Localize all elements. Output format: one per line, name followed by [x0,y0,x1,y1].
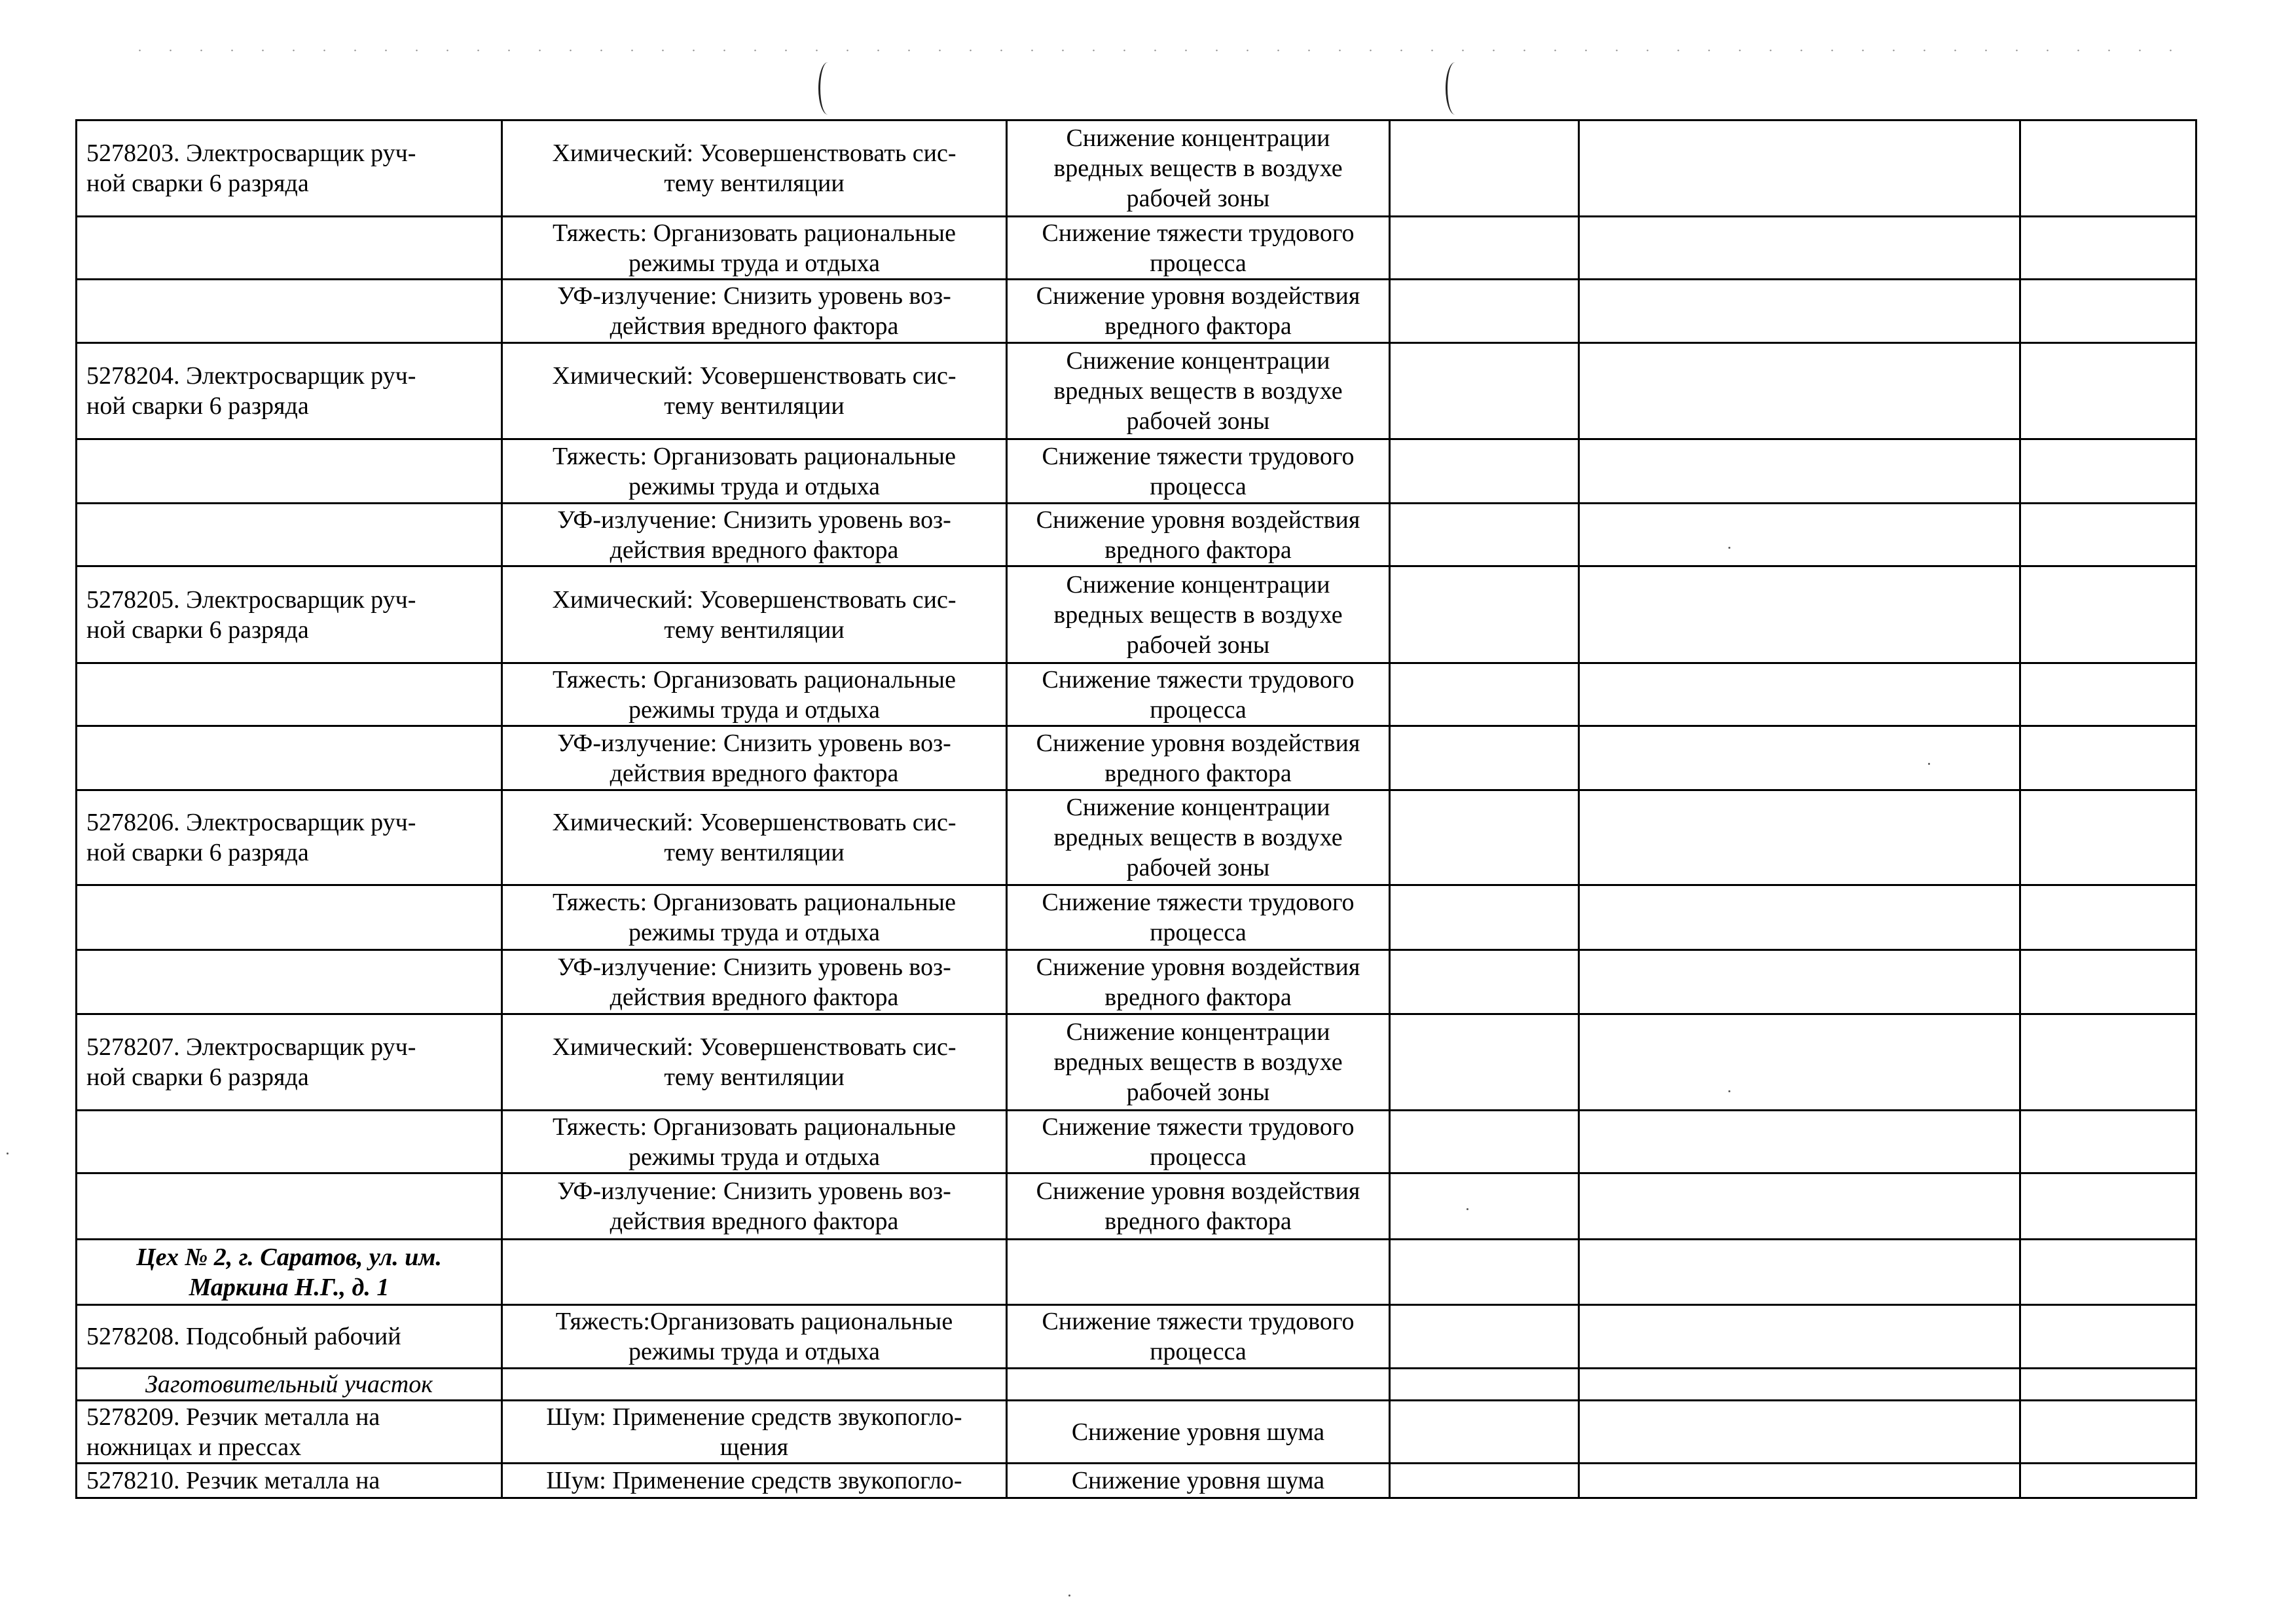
responsible-cell [1579,504,2020,566]
workplace-text: Цех № 2, г. Саратов, ул. им. Маркина Н.Г., д. 1 [136,1243,442,1301]
deadline-cell [1390,1305,1579,1369]
measure-cell [502,663,1007,726]
note-cell [2020,790,2196,885]
table-row [77,1305,2196,1369]
measure-cell [502,280,1007,343]
workplace-cell [77,504,502,566]
goal-cell [1007,950,1390,1014]
deadline-cell [1390,790,1579,885]
workplace-cell [77,120,502,217]
note-cell [2020,950,2196,1014]
goal-text: Снижение концентрации вредных веществ в воздухе рабочей зоны [1053,570,1343,659]
scan-speck [1467,1208,1468,1210]
deadline-cell [1390,120,1579,217]
goal-text: Снижение уровня шума [1071,1467,1325,1494]
note-cell [2020,1369,2196,1401]
goal-cell [1007,885,1390,950]
table-row [77,1111,2196,1173]
measure-cell [502,217,1007,280]
measure-cell [502,1305,1007,1369]
responsible-cell [1579,885,2020,950]
responsible-cell [1579,439,2020,504]
table-row [77,566,2196,663]
measure-text: УФ-излучение: Снизить уровень воз- действия вредного фактора [557,1177,951,1235]
measure-cell [502,885,1007,950]
measure-text: Химический: Усовершенствовать сис- тему вентиляции [552,1033,957,1091]
deadline-cell [1390,1464,1579,1498]
goal-cell [1007,504,1390,566]
goal-text: Снижение концентрации вредных веществ в воздухе рабочей зоны [1053,347,1343,435]
responsible-cell [1579,217,2020,280]
workplace-cell [77,1464,502,1498]
measure-cell [502,790,1007,885]
measure-text: Тяжесть:Организовать рациональные режимы труда и отдыха [555,1308,953,1365]
scan-speck [1728,1090,1730,1092]
responsible-cell [1579,280,2020,343]
goal-cell [1007,120,1390,217]
goal-text: Снижение уровня воздействия вредного фактора [1036,953,1360,1011]
note-cell [2020,1401,2196,1464]
table-row [77,663,2196,726]
deadline-cell [1390,566,1579,663]
table-row [77,504,2196,566]
goal-text: Снижение тяжести трудового процесса [1042,889,1355,946]
measure-text: Тяжесть: Организовать рациональные режимы труда и отдыха [553,665,956,724]
goal-cell [1007,1464,1390,1498]
goal-text: Снижение тяжести трудового процесса [1042,1113,1355,1171]
workplace-text: 5278205. Электросварщик руч- ной сварки 6 разряда [86,585,416,644]
note-cell [2020,566,2196,663]
workplace-cell [77,1014,502,1111]
workplace-cell [77,726,502,790]
measure-text: Тяжесть: Организовать рациональные режимы труда и отдыха [553,219,956,277]
measure-cell [502,343,1007,439]
scan-speck [1728,547,1730,549]
note-cell [2020,663,2196,726]
deadline-cell [1390,217,1579,280]
note-cell [2020,1173,2196,1240]
measure-cell [502,1369,1007,1401]
scan-speck [1068,1595,1070,1596]
measure-cell [502,1173,1007,1240]
note-cell [2020,885,2196,950]
goal-text: Снижение уровня воздействия вредного фактора [1036,1177,1360,1235]
responsible-cell [1579,120,2020,217]
responsible-cell [1579,726,2020,790]
goal-cell [1007,1014,1390,1111]
workplace-cell [77,1305,502,1369]
note-cell [2020,217,2196,280]
goal-text: Снижение уровня воздействия вредного фактора [1036,729,1360,787]
workplace-cell [77,1240,502,1305]
workplace-text: 5278207. Электросварщик руч- ной сварки 6 разряда [86,1033,416,1091]
measure-cell [502,950,1007,1014]
measures-table-body [77,120,2196,1498]
measure-cell [502,1014,1007,1111]
measure-text: Химический: Усовершенствовать сис- тему вентиляции [552,585,957,644]
measure-text: Тяжесть: Организовать рациональные режимы труда и отдыха [553,1113,956,1171]
responsible-cell [1579,1464,2020,1498]
responsible-cell [1579,1369,2020,1401]
deadline-cell [1390,663,1579,726]
deadline-cell [1390,1014,1579,1111]
measure-text: Химический: Усовершенствовать сис- тему вентиляции [552,362,957,420]
note-cell [2020,1240,2196,1305]
workplace-cell [77,885,502,950]
goal-cell [1007,343,1390,439]
goal-cell [1007,566,1390,663]
deadline-cell [1390,950,1579,1014]
workplace-cell [77,280,502,343]
goal-text: Снижение концентрации вредных веществ в воздухе рабочей зоны [1053,124,1343,212]
deadline-cell [1390,439,1579,504]
table-row [77,343,2196,439]
workplace-text: 5278208. Подсобный рабочий [86,1323,401,1350]
deadline-cell [1390,343,1579,439]
workplace-text: 5278210. Резчик металла на [86,1467,380,1494]
measures-table [75,119,2197,1499]
measure-cell [502,504,1007,566]
deadline-cell [1390,504,1579,566]
measure-text: Химический: Усовершенствовать сис- тему вентиляции [552,139,957,197]
measure-cell [502,726,1007,790]
measure-cell [502,1401,1007,1464]
goal-text: Снижение уровня шума [1071,1418,1325,1446]
table-row [77,885,2196,950]
responsible-cell [1579,1305,2020,1369]
deadline-cell [1390,1240,1579,1305]
workplace-text: 5278206. Электросварщик руч- ной сварки 6 разряда [86,809,416,866]
workplace-cell [77,790,502,885]
deadline-cell [1390,280,1579,343]
measure-text: Химический: Усовершенствовать сис- тему вентиляции [552,809,957,866]
workplace-text: 5278209. Резчик металла на ножницах и прессах [86,1403,380,1461]
workplace-cell [77,663,502,726]
goal-cell [1007,1111,1390,1173]
responsible-cell [1579,1111,2020,1173]
table-row [77,1014,2196,1111]
deadline-cell [1390,1111,1579,1173]
measure-text: Шум: Применение средств звукопогло- [546,1467,962,1494]
measure-cell [502,1464,1007,1498]
measure-cell [502,1240,1007,1305]
punch-hole-mark [818,62,837,115]
goal-cell [1007,790,1390,885]
measure-text: Шум: Применение средств звукопогло- щения [546,1403,962,1461]
section-row [77,1369,2196,1401]
goal-cell [1007,439,1390,504]
goal-cell [1007,1240,1390,1305]
scan-speck [7,1153,9,1154]
measure-text: УФ-излучение: Снизить уровень воз- действия вредного фактора [557,282,951,340]
goal-cell [1007,1401,1390,1464]
table-row [77,439,2196,504]
note-cell [2020,1111,2196,1173]
workplace-cell [77,950,502,1014]
responsible-cell [1579,1014,2020,1111]
workplace-cell [77,1369,502,1401]
goal-cell [1007,663,1390,726]
responsible-cell [1579,950,2020,1014]
table-row [77,1401,2196,1464]
deadline-cell [1390,1173,1579,1240]
note-cell [2020,280,2196,343]
table-row [77,280,2196,343]
scan-speck [1928,763,1930,765]
responsible-cell [1579,1240,2020,1305]
responsible-cell [1579,343,2020,439]
table-row [77,1173,2196,1240]
goal-text: Снижение тяжести трудового процесса [1042,219,1355,277]
workplace-cell [77,1173,502,1240]
table-row [77,120,2196,217]
goal-cell [1007,280,1390,343]
responsible-cell [1579,663,2020,726]
table-row [77,726,2196,790]
workplace-text: Заготовительный участок [145,1371,433,1398]
goal-text: Снижение концентрации вредных веществ в воздухе рабочей зоны [1053,1018,1343,1106]
section-row [77,1240,2196,1305]
measure-text: УФ-излучение: Снизить уровень воз- действия вредного фактора [557,506,951,564]
workplace-cell [77,1111,502,1173]
measure-cell [502,1111,1007,1173]
measure-cell [502,120,1007,217]
goal-cell [1007,1173,1390,1240]
responsible-cell [1579,1401,2020,1464]
deadline-cell [1390,726,1579,790]
goal-text: Снижение уровня воздействия вредного фактора [1036,282,1360,340]
goal-cell [1007,1305,1390,1369]
responsible-cell [1579,790,2020,885]
deadline-cell [1390,1401,1579,1464]
goal-cell [1007,726,1390,790]
note-cell [2020,343,2196,439]
scan-noise [124,49,2193,52]
responsible-cell [1579,566,2020,663]
responsible-cell [1579,1173,2020,1240]
note-cell [2020,504,2196,566]
measure-cell [502,566,1007,663]
table-row [77,950,2196,1014]
goal-text: Снижение концентрации вредных веществ в воздухе рабочей зоны [1053,794,1343,881]
measure-text: Тяжесть: Организовать рациональные режимы труда и отдыха [553,442,956,500]
table-row [77,1464,2196,1498]
workplace-text: 5278203. Электросварщик руч- ной сварки 6 разряда [86,139,416,197]
goal-text: Снижение уровня воздействия вредного фактора [1036,506,1360,564]
note-cell [2020,120,2196,217]
punch-hole-mark [1446,62,1465,115]
goal-text: Снижение тяжести трудового процесса [1042,1308,1355,1365]
workplace-cell [77,1401,502,1464]
note-cell [2020,726,2196,790]
note-cell [2020,1464,2196,1498]
measure-cell [502,439,1007,504]
note-cell [2020,1014,2196,1111]
deadline-cell [1390,1369,1579,1401]
workplace-text: 5278204. Электросварщик руч- ной сварки 6 разряда [86,362,416,420]
measure-text: УФ-излучение: Снизить уровень воз- действия вредного фактора [557,729,951,787]
goal-cell [1007,217,1390,280]
table-row [77,790,2196,885]
note-cell [2020,439,2196,504]
table-row [77,217,2196,280]
workplace-cell [77,439,502,504]
workplace-cell [77,343,502,439]
deadline-cell [1390,885,1579,950]
measure-text: Тяжесть: Организовать рациональные режимы труда и отдыха [553,889,956,946]
goal-text: Снижение тяжести трудового процесса [1042,665,1355,724]
goal-text: Снижение тяжести трудового процесса [1042,442,1355,500]
note-cell [2020,1305,2196,1369]
workplace-cell [77,566,502,663]
goal-cell [1007,1369,1390,1401]
measure-text: УФ-излучение: Снизить уровень воз- действия вредного фактора [557,953,951,1011]
workplace-cell [77,217,502,280]
